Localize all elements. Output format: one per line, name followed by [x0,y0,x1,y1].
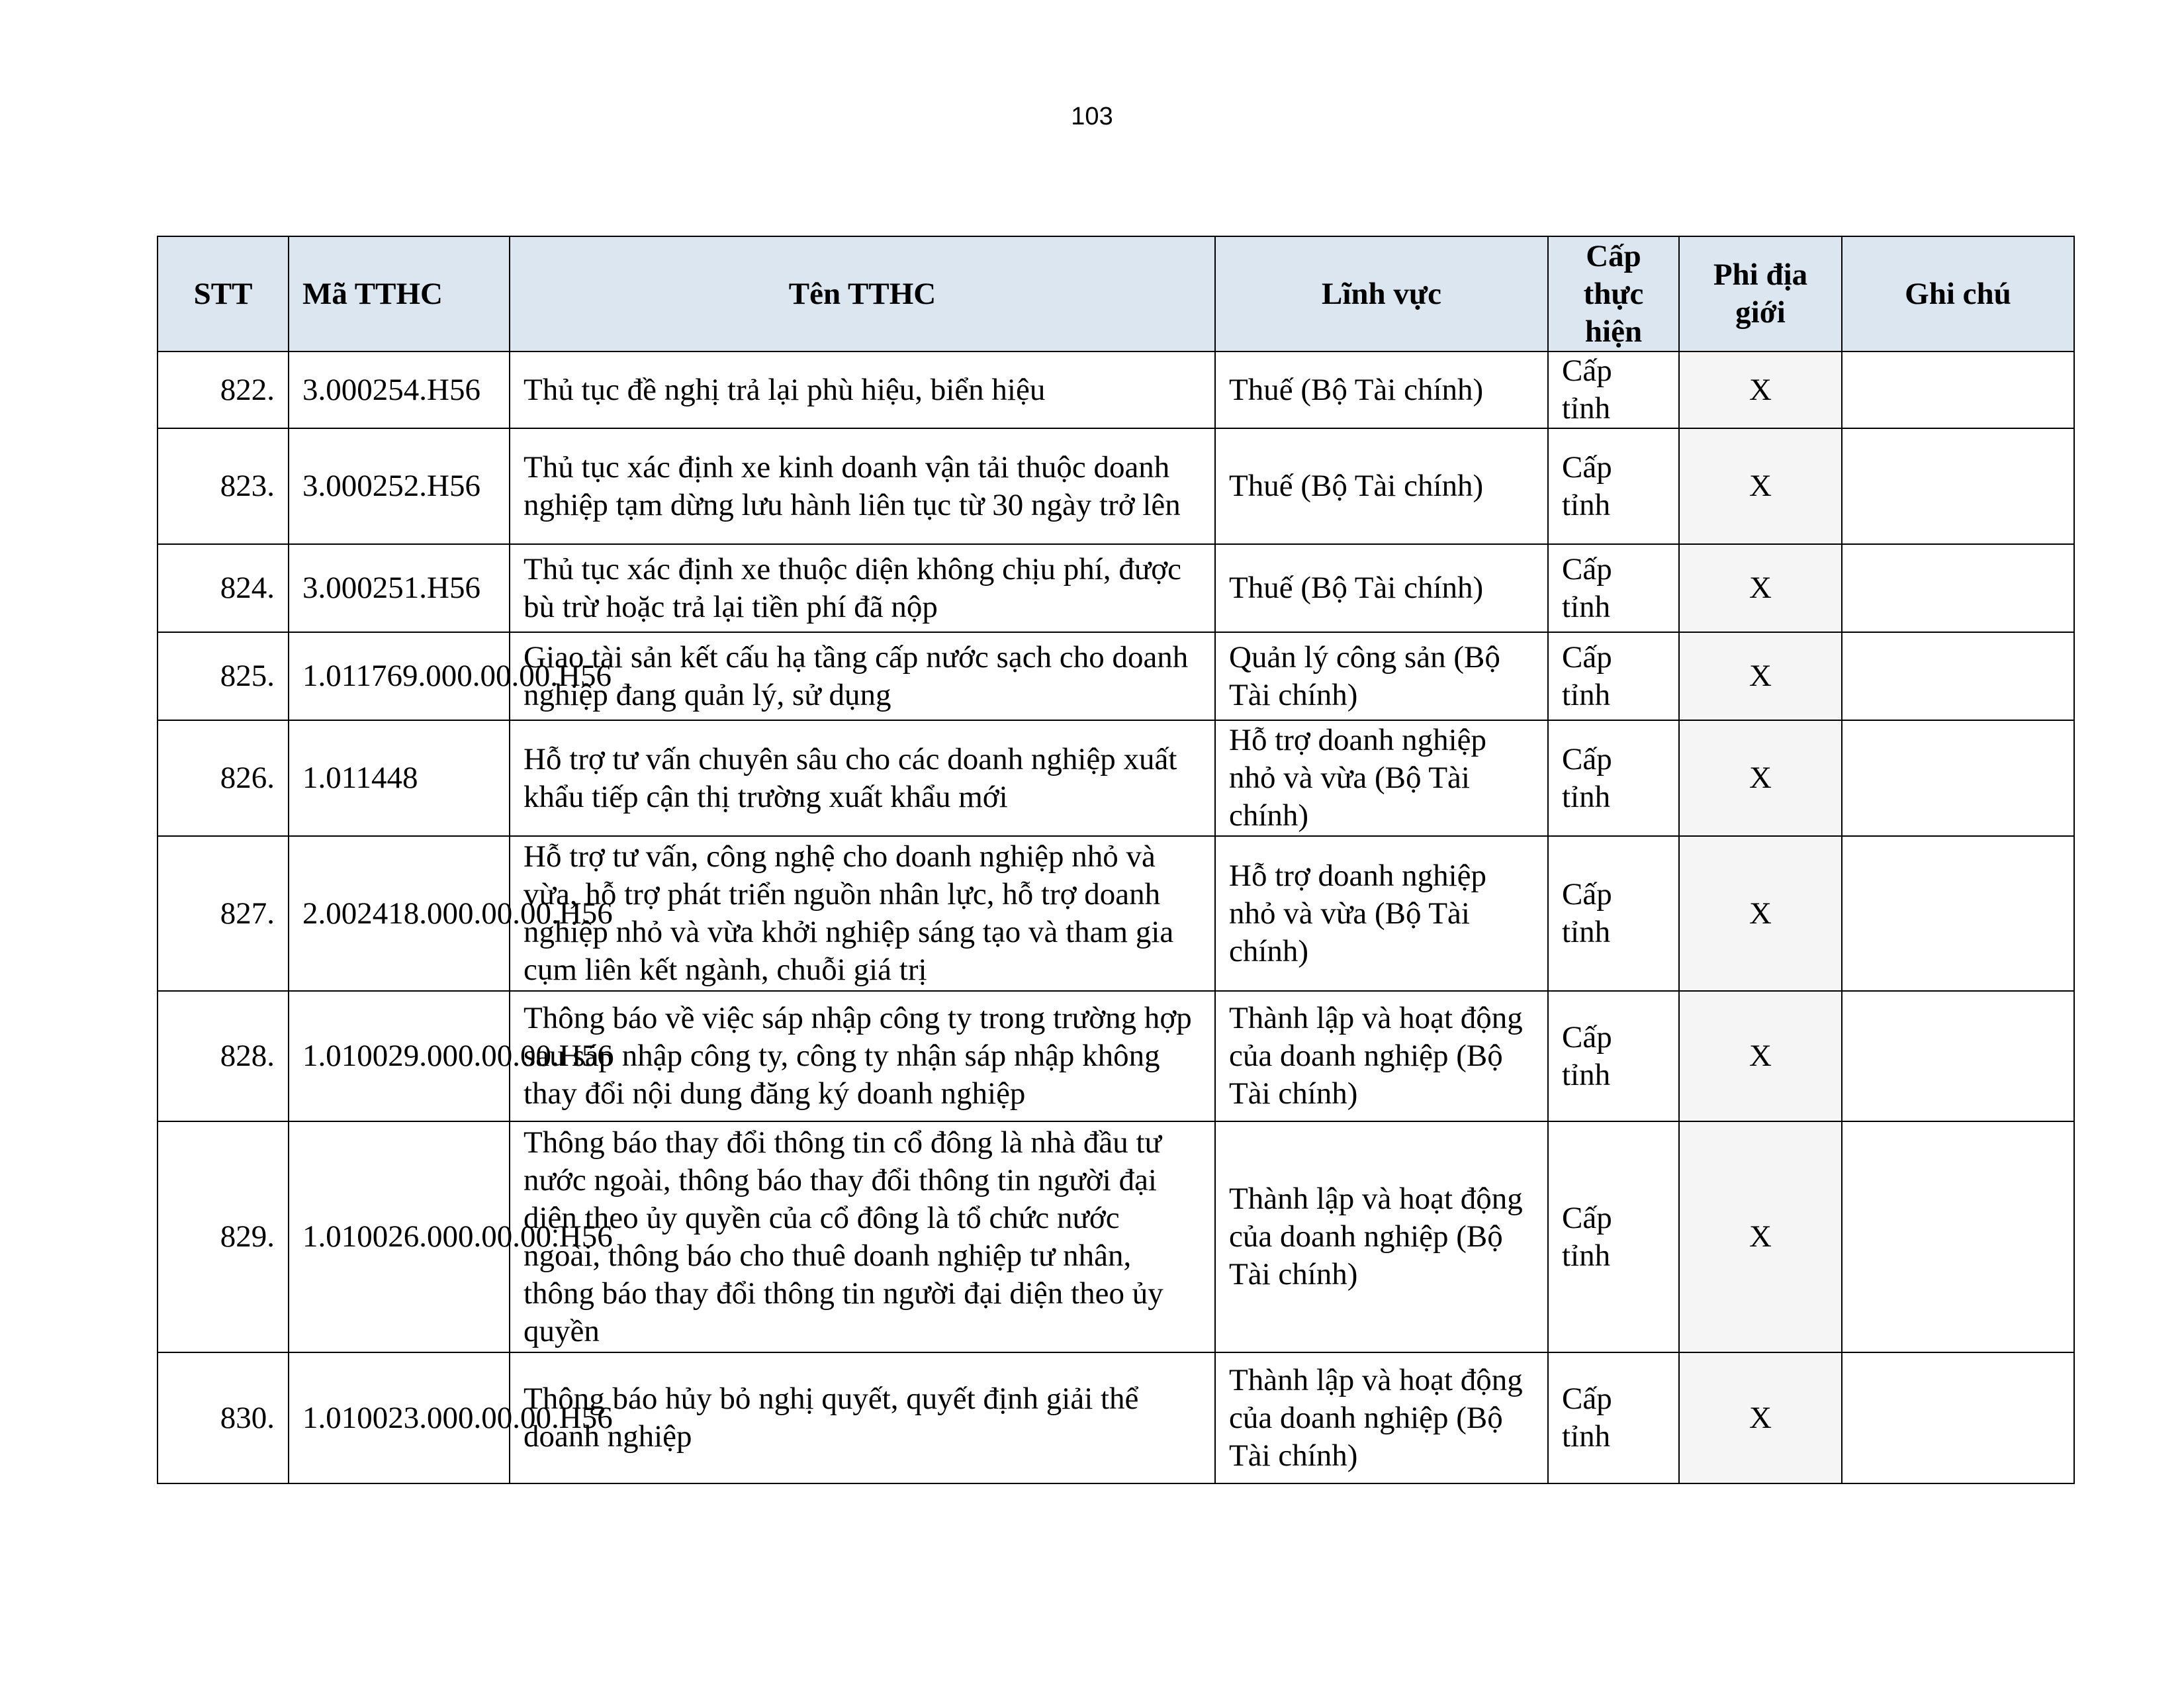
cell-stt: 824. [158,544,289,632]
cell-ma-tthc: 1.010026.000.00.00.H56 [289,1121,510,1352]
cell-stt: 829. [158,1121,289,1352]
table-row [158,1121,2074,1352]
cell-stt: 823. [158,428,289,544]
cell-ten-tthc: Hỗ trợ tư vấn, công nghệ cho doanh nghiệp nhỏ và vừa, hỗ trợ phát triển nguồn nhân lực, hỗ trợ doanh nghiệp nhỏ và vừa khởi nghiệp sáng tạo và tham gia cụm liên kết ngành, chuỗi giá trị [510,836,1215,991]
header-ten-tthc: Tên TTHC [510,236,1215,352]
cell-linh-vuc: Thuế (Bộ Tài chính) [1215,428,1548,544]
table-row [158,720,2074,836]
cell-ghi-chu [1842,1121,2074,1352]
table-row [158,836,2074,991]
cell-stt: 830. [158,1352,289,1483]
cell-ma-tthc: 1.011448 [289,720,510,836]
table-row [158,428,2074,544]
cell-stt: 826. [158,720,289,836]
cell-cap-thuc-hien: Cấp tỉnh [1548,720,1679,836]
cell-ten-tthc: Thông báo thay đổi thông tin cổ đông là nhà đầu tư nước ngoài, thông báo thay đổi thông tin người đại diện theo ủy quyền của cổ đông là tổ chức nước ngoài, thông báo cho thuê doanh nghiệp tư nhân, thông báo thay đổi thông tin người đại diện theo ủy quyền [510,1121,1215,1352]
cell-ma-tthc: 1.010023.000.00.00.H56 [289,1352,510,1483]
header-stt: STT [158,236,289,352]
cell-cap-thuc-hien: Cấp tỉnh [1548,544,1679,632]
cell-stt: 825. [158,632,289,720]
cell-ma-tthc: 2.002418.000.00.00.H56 [289,836,510,991]
cell-phi-dia-gioi: X [1679,544,1842,632]
table-row [158,1352,2074,1483]
cell-stt: 822. [158,352,289,428]
cell-stt: 827. [158,836,289,991]
cell-cap-thuc-hien: Cấp tỉnh [1548,991,1679,1121]
cell-ghi-chu [1842,991,2074,1121]
cell-phi-dia-gioi: X [1679,1121,1842,1352]
header-cap-thuc-hien: Cấp thực hiện [1548,236,1679,352]
cell-ghi-chu [1842,352,2074,428]
cell-ten-tthc: Thông báo về việc sáp nhập công ty trong trường hợp sau sáp nhập công ty, công ty nhận sáp nhập không thay đổi nội dung đăng ký doanh nghiệp [510,991,1215,1121]
cell-ten-tthc: Hỗ trợ tư vấn chuyên sâu cho các doanh nghiệp xuất khẩu tiếp cận thị trường xuất khẩu mới [510,720,1215,836]
table-row [158,352,2074,428]
cell-ma-tthc: 1.010029.000.00.00.H56 [289,991,510,1121]
cell-linh-vuc: Hỗ trợ doanh nghiệp nhỏ và vừa (Bộ Tài chính) [1215,836,1548,991]
cell-ghi-chu [1842,428,2074,544]
cell-cap-thuc-hien: Cấp tỉnh [1548,1352,1679,1483]
cell-linh-vuc: Thuế (Bộ Tài chính) [1215,352,1548,428]
cell-stt: 828. [158,991,289,1121]
table-header-row [158,236,2074,352]
cell-cap-thuc-hien: Cấp tỉnh [1548,836,1679,991]
cell-linh-vuc: Thuế (Bộ Tài chính) [1215,544,1548,632]
table-row [158,991,2074,1121]
cell-cap-thuc-hien: Cấp tỉnh [1548,428,1679,544]
cell-linh-vuc: Thành lập và hoạt động của doanh nghiệp (Bộ Tài chính) [1215,991,1548,1121]
cell-ghi-chu [1842,836,2074,991]
cell-linh-vuc: Quản lý công sản (Bộ Tài chính) [1215,632,1548,720]
cell-phi-dia-gioi: X [1679,352,1842,428]
header-ma-tthc: Mã TTHC [289,236,510,352]
cell-ghi-chu [1842,544,2074,632]
cell-linh-vuc: Thành lập và hoạt động của doanh nghiệp (Bộ Tài chính) [1215,1352,1548,1483]
cell-linh-vuc: Hỗ trợ doanh nghiệp nhỏ và vừa (Bộ Tài chính) [1215,720,1548,836]
cell-ten-tthc: Giao tài sản kết cấu hạ tầng cấp nước sạch cho doanh nghiệp đang quản lý, sử dụng [510,632,1215,720]
cell-phi-dia-gioi: X [1679,632,1842,720]
cell-ten-tthc: Thủ tục đề nghị trả lại phù hiệu, biển hiệu [510,352,1215,428]
cell-cap-thuc-hien: Cấp tỉnh [1548,632,1679,720]
cell-cap-thuc-hien: Cấp tỉnh [1548,1121,1679,1352]
cell-ma-tthc: 1.011769.000.00.00.H56 [289,632,510,720]
header-ghi-chu: Ghi chú [1842,236,2074,352]
tthc-table [157,236,2075,1484]
cell-ten-tthc: Thủ tục xác định xe kinh doanh vận tải thuộc doanh nghiệp tạm dừng lưu hành liên tục từ 30 ngày trở lên [510,428,1215,544]
page-number: 103 [1071,103,1113,130]
cell-ma-tthc: 3.000252.H56 [289,428,510,544]
header-phi-dia-gioi: Phi địa giới [1679,236,1842,352]
cell-phi-dia-gioi: X [1679,428,1842,544]
cell-ma-tthc: 3.000254.H56 [289,352,510,428]
cell-phi-dia-gioi: X [1679,991,1842,1121]
header-linh-vuc: Lĩnh vực [1215,236,1548,352]
cell-cap-thuc-hien: Cấp tỉnh [1548,352,1679,428]
cell-ghi-chu [1842,720,2074,836]
cell-ten-tthc: Thông báo hủy bỏ nghị quyết, quyết định giải thể doanh nghiệp [510,1352,1215,1483]
table-row [158,632,2074,720]
cell-ghi-chu [1842,632,2074,720]
cell-ghi-chu [1842,1352,2074,1483]
cell-ten-tthc: Thủ tục xác định xe thuộc diện không chịu phí, được bù trừ hoặc trả lại tiền phí đã nộp [510,544,1215,632]
cell-phi-dia-gioi: X [1679,720,1842,836]
cell-ma-tthc: 3.000251.H56 [289,544,510,632]
cell-phi-dia-gioi: X [1679,1352,1842,1483]
cell-phi-dia-gioi: X [1679,836,1842,991]
cell-linh-vuc: Thành lập và hoạt động của doanh nghiệp (Bộ Tài chính) [1215,1121,1548,1352]
table-row [158,544,2074,632]
